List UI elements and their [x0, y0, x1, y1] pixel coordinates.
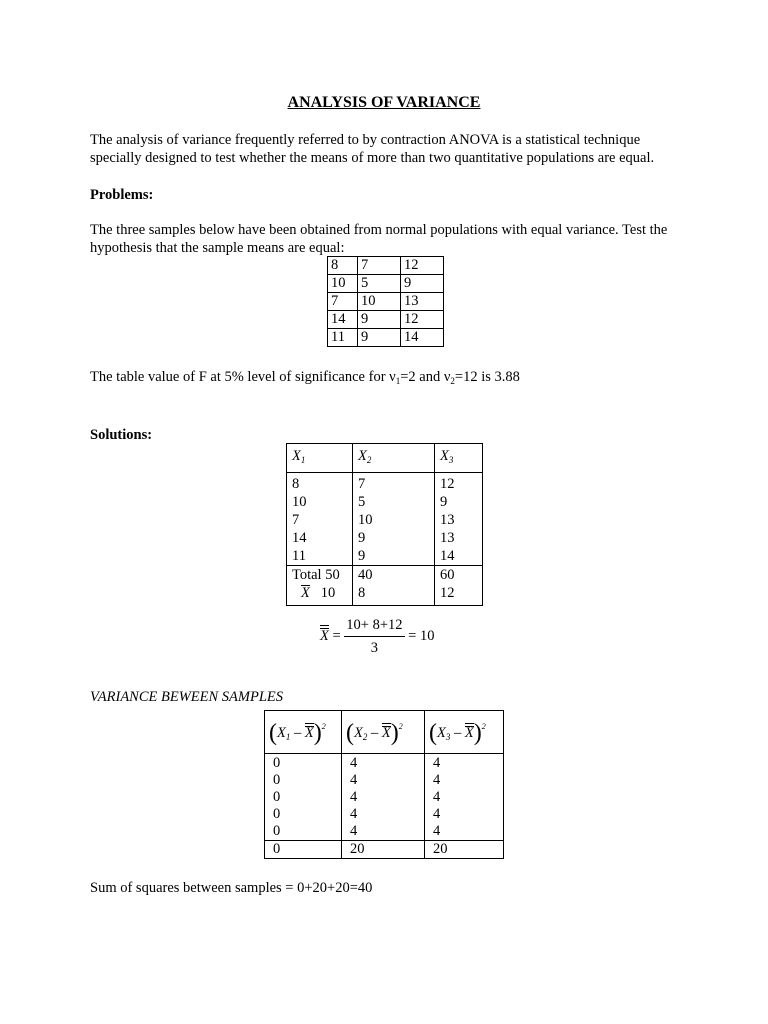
- mean-x3: 12: [435, 584, 483, 606]
- variance-table-header: [265, 711, 504, 754]
- variance-heading: VARIANCE BEWEEN SAMPLES: [90, 689, 284, 705]
- var-total-3: 20: [425, 841, 504, 859]
- samples-table-cell: 9: [401, 275, 444, 293]
- samples-table-cell: 5: [358, 275, 401, 293]
- samples-table-cell: 13: [401, 293, 444, 311]
- nu1-subscript: 1: [395, 376, 401, 386]
- solution-table: [286, 443, 483, 606]
- f-value-prefix: The table value of F at 5% level of significance for: [90, 369, 390, 385]
- var-total-2: 20: [342, 841, 425, 859]
- mean-x1: X 10: [287, 584, 353, 606]
- variance-values-row: [265, 754, 504, 841]
- sum-of-squares: Sum of squares between samples = 0+20+20=40: [90, 880, 373, 896]
- solutions-heading: Solutions:: [90, 427, 153, 443]
- solution-table-header: [287, 444, 483, 473]
- samples-table: [327, 256, 444, 347]
- means-row: [287, 584, 483, 606]
- samples-table-row: [328, 275, 444, 293]
- total-x2: 40: [353, 566, 435, 585]
- grand-mean-symbol: X: [320, 627, 329, 644]
- grand-mean-formula: [320, 616, 434, 657]
- solution-values-row: [287, 473, 483, 566]
- problems-heading: Problems:: [90, 187, 154, 203]
- samples-table-cell: 10: [358, 293, 401, 311]
- var-col2-values: 4 4 4 4 4: [342, 754, 425, 841]
- samples-table-body: [328, 257, 444, 347]
- samples-table-cell: 9: [358, 329, 401, 347]
- xbar-label: X: [301, 585, 310, 601]
- var-total-1: 0: [265, 841, 342, 859]
- samples-table-cell: 9: [358, 311, 401, 329]
- nu-symbol-1: ν: [389, 369, 396, 385]
- var-col1-values: 0 0 0 0 0: [265, 754, 342, 841]
- fraction-numerator: 10+ 8+12: [344, 616, 404, 637]
- nu1-value: =2 and: [400, 369, 444, 385]
- fraction-denominator: 3: [370, 640, 379, 656]
- total-x1: Total 50: [287, 566, 353, 585]
- col-x3-values: 12 9 13 13 14: [435, 473, 483, 566]
- col-x1-values: 8 10 7 14 11: [287, 473, 353, 566]
- samples-table-cell: 8: [328, 257, 358, 275]
- samples-table-row: [328, 257, 444, 275]
- problem-text: The three samples below have been obtained from normal populations with equal variance. Test the hypothesis that the sample means are equal:: [90, 222, 668, 256]
- samples-table-cell: 10: [328, 275, 358, 293]
- f-value-statement: [90, 368, 690, 390]
- samples-table-row: [328, 311, 444, 329]
- nu2-value: =12 is 3.88: [454, 369, 520, 385]
- grand-mean-result: = 10: [408, 627, 435, 644]
- variance-totals-row: [265, 841, 504, 859]
- samples-table-row: [328, 293, 444, 311]
- header-x2-deviation: $(X_2 - X)^2$: [342, 711, 425, 754]
- equals-sign: =: [332, 627, 341, 644]
- header-x1-deviation: $(X_1 - X)^2$: [265, 711, 342, 754]
- mean-x2: 8: [353, 584, 435, 606]
- page-title: ANALYSIS OF VARIANCE: [287, 94, 481, 111]
- nu-symbol-2: ν: [443, 369, 451, 385]
- samples-table-cell: 12: [401, 311, 444, 329]
- variance-table: [264, 710, 504, 859]
- samples-table-cell: 7: [358, 257, 401, 275]
- totals-row: [287, 566, 483, 585]
- intro-paragraph: The analysis of variance frequently referred to by contraction ANOVA is a statistical technique specially designed to test whether the means of more than two quantitative populations are equal.: [90, 132, 655, 166]
- col-x2-values: 7 5 10 9 9: [353, 473, 435, 566]
- samples-table-cell: 11: [328, 329, 358, 347]
- header-x2: $X_2$: [353, 444, 435, 473]
- samples-table-row: [328, 329, 444, 347]
- samples-table-cell: 12: [401, 257, 444, 275]
- samples-table-cell: 14: [328, 311, 358, 329]
- var-col3-values: 4 4 4 4 4: [425, 754, 504, 841]
- header-x1: $X_1$: [287, 444, 353, 473]
- total-x3: 60: [435, 566, 483, 585]
- header-x3-deviation: $(X_3 - X)^2$: [425, 711, 504, 754]
- nu2-subscript: 2: [450, 376, 455, 386]
- header-x3: $X_3$: [435, 444, 483, 473]
- samples-table-cell: 7: [328, 293, 358, 311]
- samples-table-cell: 14: [401, 329, 444, 347]
- grand-mean-fraction: [344, 616, 404, 657]
